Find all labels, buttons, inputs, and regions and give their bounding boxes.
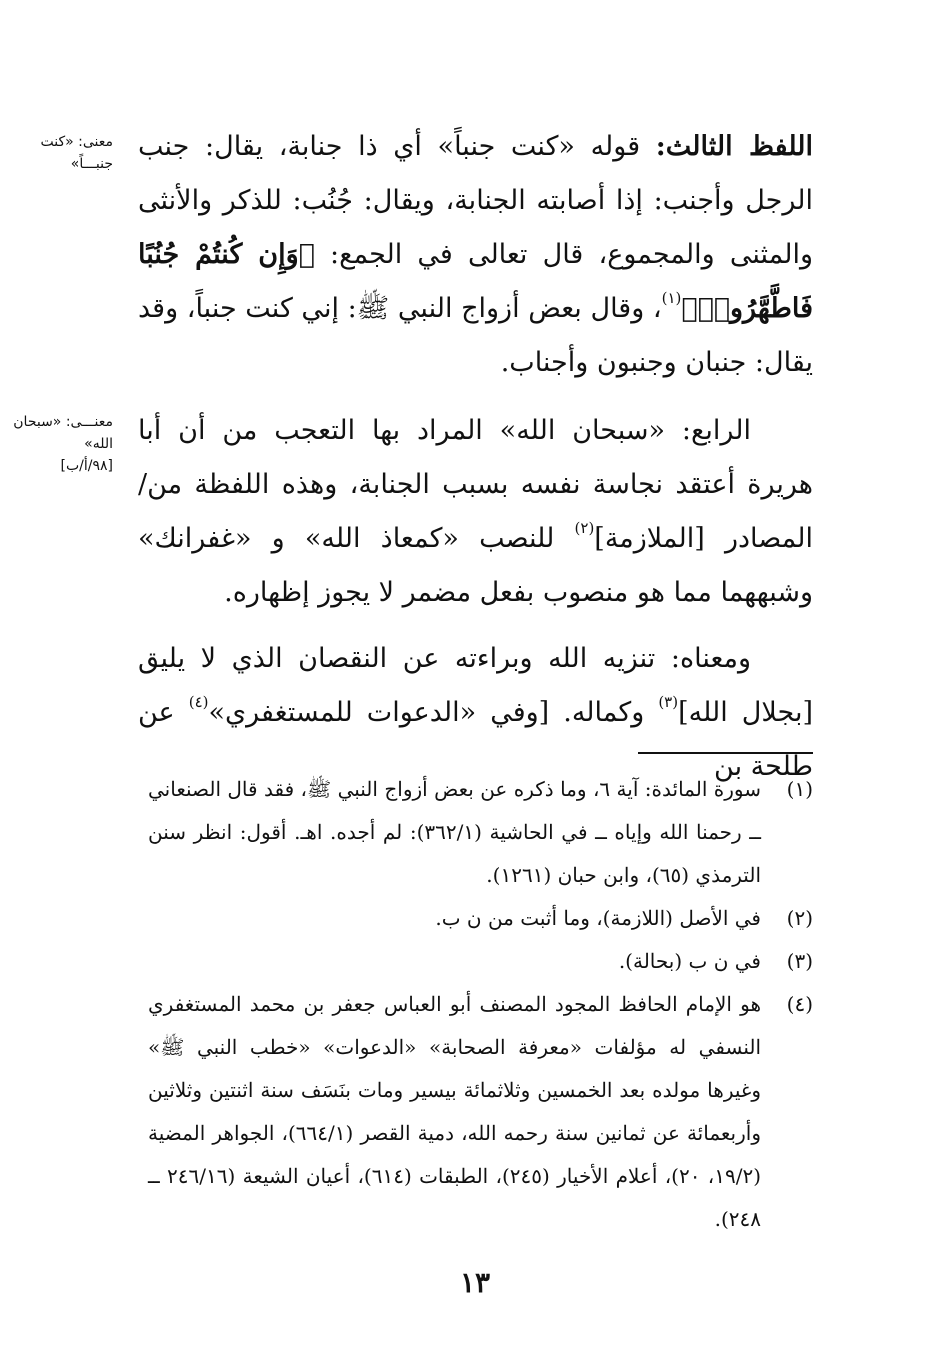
paragraph-text: ومعناه: تنزيه الله وبراءته عن النقصان الذي لا يليق [بجلال الله] xyxy=(138,643,814,728)
paragraph-fourth-term xyxy=(138,404,813,620)
footnote-number: (٣) xyxy=(786,949,813,973)
footnote-separator xyxy=(638,752,813,754)
paragraph-heading: اللفظ الثالث: xyxy=(655,131,813,162)
margin-note-meaning-junub: معنى: «كنت جنبـــاً» xyxy=(40,134,113,172)
footnote-ref-4[interactable]: (٤) xyxy=(188,693,209,711)
quran-verse: ﴿وَإِن كُنتُمْ جُنُبًا فَاطَّهَّرُوا۟﴾ xyxy=(138,239,813,324)
paragraph-third-term xyxy=(138,120,813,390)
paragraph-text: الرابع: «سبحان الله» المراد بها التعجب من أن أبا هريرة أعتقد نجاسة نفسه بسبب الجنابة، وهذه اللفظة من/ المصادر [الملازمة] xyxy=(138,415,813,554)
margin-note-label: معنـــى: «سبحان الله» xyxy=(13,414,113,452)
footnote-text: في ن ب (بحالة). xyxy=(618,949,761,973)
footnote-item xyxy=(148,983,813,1241)
footnote-text: في الأصل (اللازمة)، وما أثبت من ن ب. xyxy=(435,906,761,930)
footnote-number: (١) xyxy=(786,777,813,801)
footnote-text: هو الإمام الحافظ المجود المصنف أبو العباس جعفر بن محمد المستغفري النسفي له مؤلفات «معرفة الصحابة» «الدعوات» «خطب النبي ﷺ» وغيرها مولده بعد الخمسين وثلاثمائة بيسير ومات بنَسَف سنة اثنتين وثلاثين وأربعمائة عن ثمانين سنة رحمه الله، دمية القصر (٦٦٤/١)، الجواهر المضية (١٩/٢، ٢٠)، أعلام الأخيار (٢٤٥)، الطبقات (٦١٤)، أعيان الشيعة (٢٤٦/١٦ ــ ٢٤٨). xyxy=(148,992,762,1231)
footnote-ref-2[interactable]: (٢) xyxy=(574,519,595,537)
footnote-item xyxy=(148,897,813,940)
manuscript-folio-ref: [٩٨/أ/ب] xyxy=(60,458,113,474)
page-number: ١٣ xyxy=(459,1266,491,1299)
margin-note-meaning-subhanallah xyxy=(13,411,113,477)
footnote-text: سورة المائدة: آية ٦، وما ذكره عن بعض أزواج النبي ﷺ، فقد قال الصنعاني ــ رحمنا الله وإياه ــ في الحاشية (٣٦٢/١): لم أجده. اهـ. أقول: انظر سنن الترمذي (٦٥)، وابن حبان (١٢٦١). xyxy=(148,777,762,887)
paragraph-text: عن طلحة بن xyxy=(138,697,813,782)
paragraph-text: ، وقال بعض أزواج النبي ﷺ: إني كنت جنباً، وقد يقال: جنبان وجنبون وأجناب. xyxy=(138,293,813,378)
paragraph-text: قوله «كنت جنباً» أي ذا جنابة، يقال: جنب الرجل وأجنب: إذا أصابته الجنابة، ويقال: جُنُب: للذكر والأنثى والمثنى والمجموع، قال تعالى في الجمع: xyxy=(138,131,814,270)
footnote-number: (٢) xyxy=(786,906,813,930)
footnote-ref-1[interactable]: (١) xyxy=(661,289,682,307)
footnotes-list xyxy=(148,768,813,1241)
footnote-number: (٤) xyxy=(786,992,813,1016)
footnote-item xyxy=(148,940,813,983)
paragraph-text: للنصب «كمعاذ الله» و «غفرانك» وشبههما مما هو منصوب بفعل مضمر لا يجوز إظهاره. xyxy=(138,523,813,608)
paragraph-text: وكماله. [وفي «الدعوات للمستغفري» xyxy=(208,697,659,728)
footnote-item xyxy=(148,768,813,897)
footnote-ref-3[interactable]: (٣) xyxy=(658,693,679,711)
